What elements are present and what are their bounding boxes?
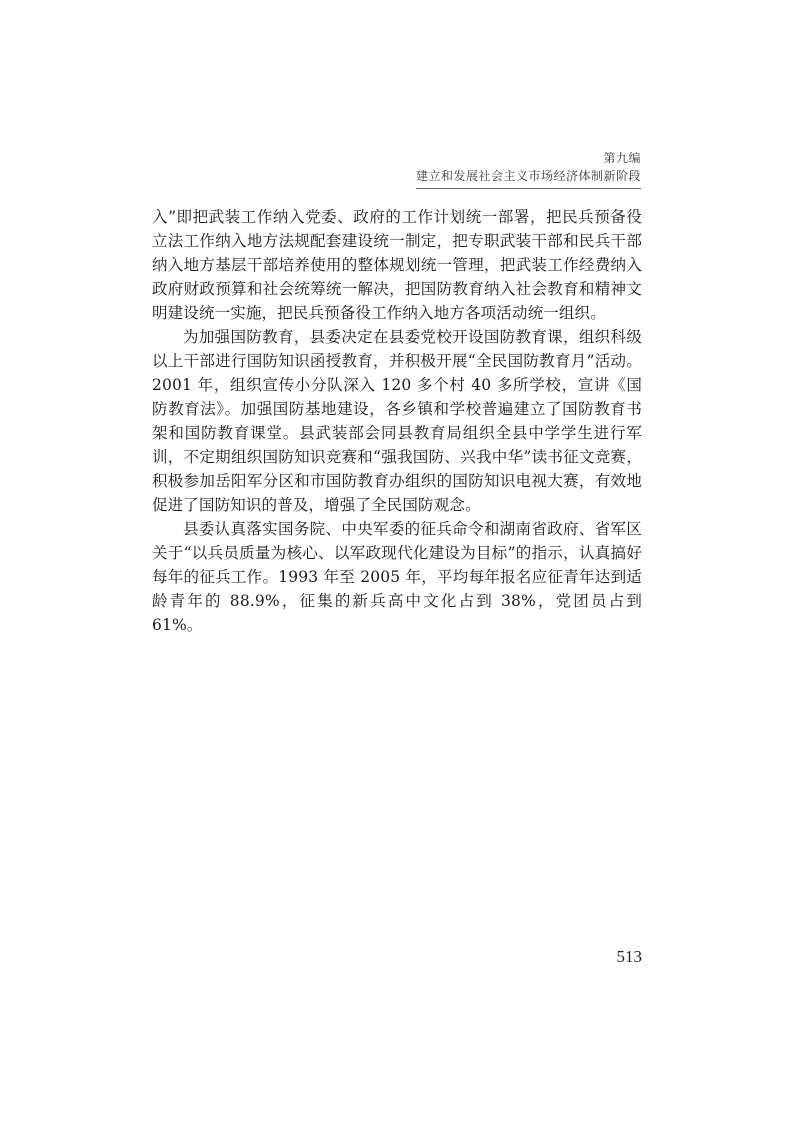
body-text [152,205,642,637]
running-header [416,149,641,189]
header-subtitle: 建立和发展社会主义市场经济体制新阶段 [416,167,641,189]
page-number: 513 [616,947,642,966]
paragraph-national-defense-education: 为加强国防教育，县委决定在县委党校开设国防教育课，组织科级以上干部进行国防知识函授教育，并积极开展“全民国防教育月”活动。2001 年，组织宣传小分队深入 120 多个村 40 多所学校，宣讲《国防教育法》。加强国防基地建设，各乡镇和学校普遍建立了国防教育书架和国防教育课堂。县武装部会同县教育局组织全县中学学生进行军训，不定期组织国防知识竞赛和“强我国防、兴我中华”读书征文竞赛，积极参加岳阳军分区和市国防教育办组织的国防知识电视大赛，有效地促进了国防知识的普及，增强了全民国防观念。 [152,328,642,514]
paragraph-conscription: 县委认真落实国务院、中央军委的征兵命令和湖南省政府、省军区关于“以兵员质量为核心、以军政现代化建设为目标”的指示，认真搞好每年的征兵工作。1993 年至 2005 年，平均每年报名应征青年达到适龄青年的 88.9%，征集的新兵高中文化占到 38%，党团员占到 61%。 [152,520,642,634]
paragraph-continued: 入”即把武装工作纳入党委、政府的工作计划统一部署，把民兵预备役立法工作纳入地方法规配套建设统一制定，把专职武装干部和民兵干部纳入地方基层干部培养使用的整体规划统一管理，把武装工作经费纳入政府财政预算和社会统筹统一解决，把国防教育纳入社会教育和精神文明建设统一实施，把民兵预备役工作纳入地方各项活动统一组织。 [152,208,642,322]
header-section-label: 第九编 [603,151,641,165]
